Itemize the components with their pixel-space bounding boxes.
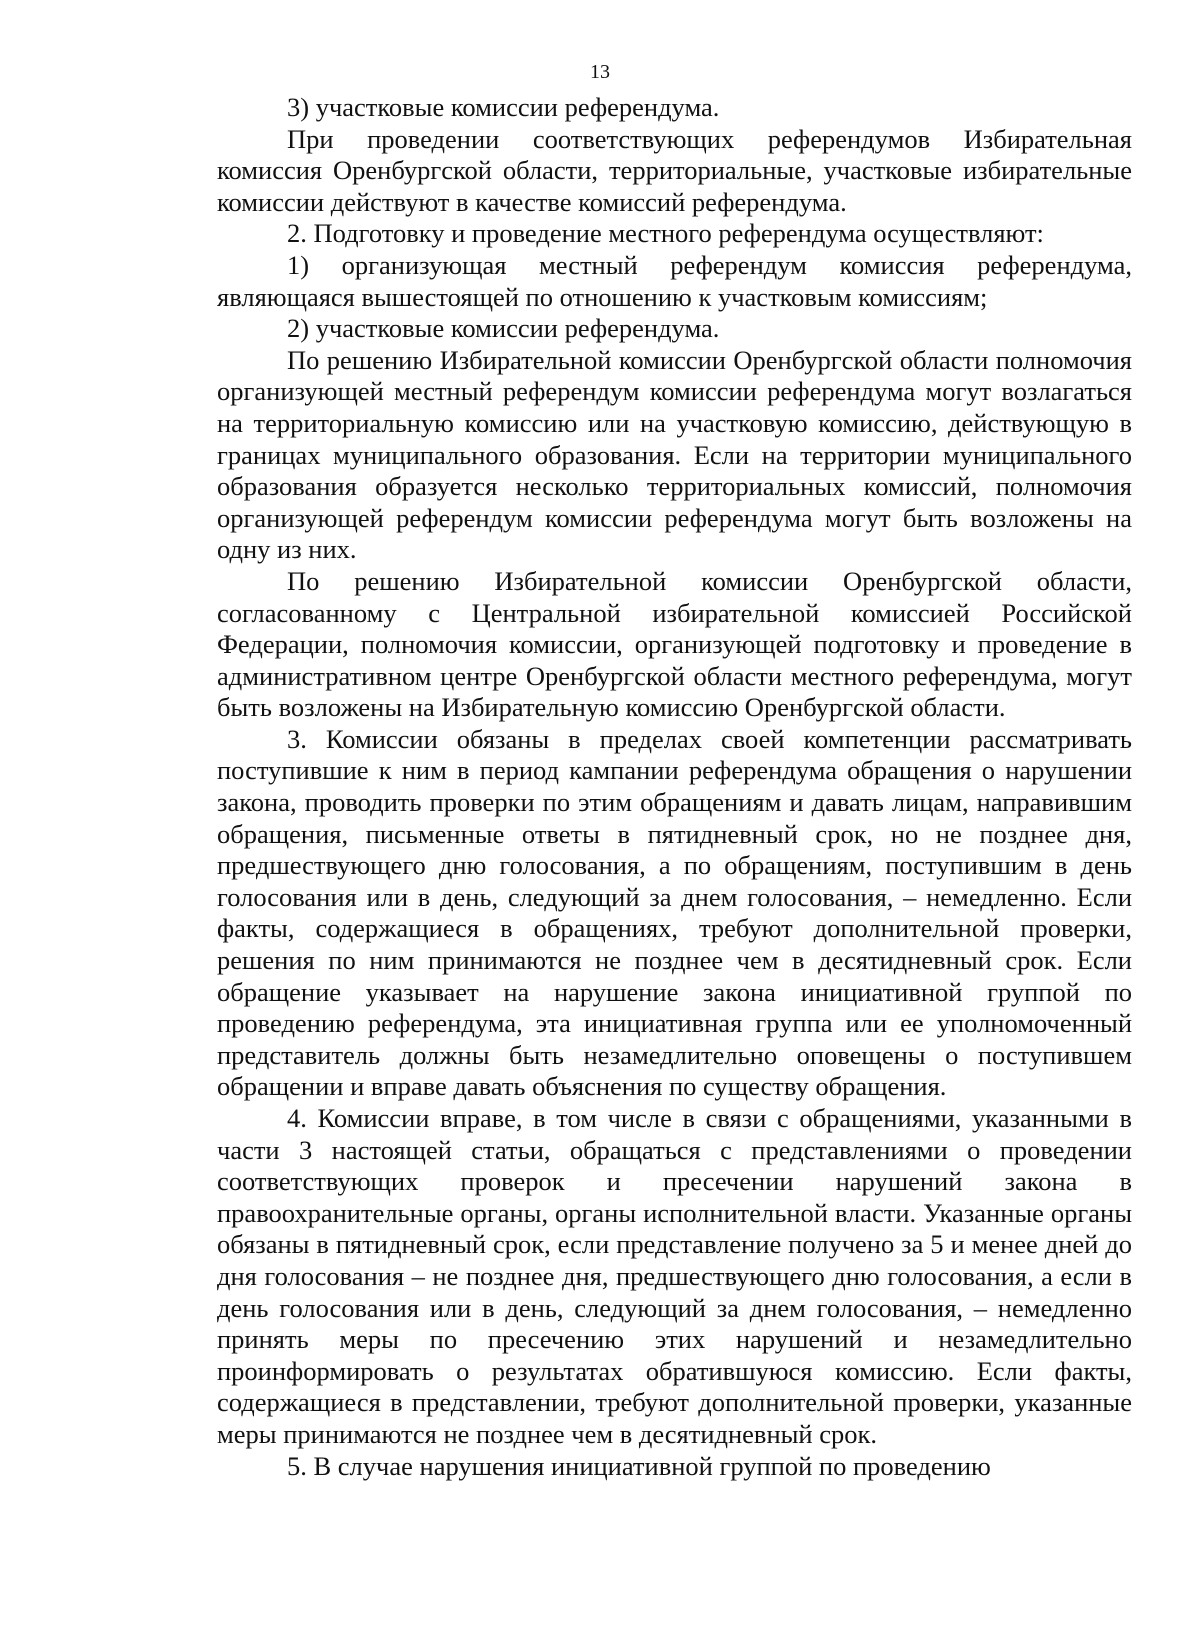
- paragraph: 1) организующая местный референдум комиссия референдума, являющаяся вышестоящей по отношению к участковым комиссиям;: [217, 249, 1132, 312]
- paragraph: По решению Избирательной комиссии Оренбургской области, согласованному с Центральной избирательной комиссией Российской Федерации, полномочия комиссии, организующей подготовку и проведение в административном центре Оренбургской области местного референдума, могут быть возложены на Избирательную комиссию Оренбургской области.: [217, 565, 1132, 723]
- paragraph: 4. Комиссии вправе, в том числе в связи с обращениями, указанными в части 3 настоящей статьи, обращаться с представлениями о проведении соответствующих проверок и пресечении нарушений закона в правоохранительные органы, органы исполнительной власти. Указанные органы обязаны в пятидневный срок, если представление получено за 5 и менее дней до дня голосования – не позднее дня, предшествующего дню голосования, а если в день голосования или в день, следующий за днем голосования, – немедленно принять меры по пресечению этих нарушений и незамедлительно проинформировать о результатах обратившуюся комиссию. Если факты, содержащиеся в представлении, требуют дополнительной проверки, указанные меры принимаются не позднее чем в десятидневный срок.: [217, 1103, 1132, 1449]
- paragraph: 3) участковые комиссии референдума.: [287, 92, 720, 122]
- paragraph: 2. Подготовку и проведение местного референдума осуществляют:: [287, 218, 1044, 249]
- paragraph: По решению Избирательной комиссии Оренбургской области полномочия организующей местный референдум комиссии референдума могут возлагаться на территориальную комиссию или на участковую комиссию, действующую в границах муниципального образования. Если на территории муниципального образования образуется несколько территориальных комиссий, полномочия организующей референдум комиссии референдума могут быть возложены на одну из них.: [217, 344, 1132, 565]
- paragraph: 3. Комиссии обязаны в пределах своей компетенции рассматривать поступившие к ним в период кампании референдума обращения о нарушении закона, проводить проверки по этим обращениям и давать лицам, направившим обращения, письменные ответы в пятидневный срок, но не позднее дня, предшествующего дню голосования, а по обращениям, поступившим в день голосования или в день, следующий за днем голосования, – немедленно. Если факты, содержащиеся в обращениях, требуют дополнительной проверки, решения по ним принимаются не позднее чем в десятидневный срок. Если обращение указывает на нарушение закона инициативной группой по проведению референдума, эта инициативная группа или ее уполномоченный представитель должны быть незамедлительно оповещены о поступившем обращении и вправе давать объяснения по существу обращения.: [217, 723, 1132, 1102]
- document-body: [217, 92, 1132, 1482]
- paragraph: При проведении соответствующих референдумов Избирательная комиссия Оренбургской области, территориальные, участковые избирательные комиссии действуют в качестве комиссий референдума.: [217, 123, 1132, 217]
- page-number: 13: [590, 61, 610, 83]
- paragraph: 5. В случае нарушения инициативной группой по проведению: [287, 1450, 991, 1481]
- paragraph: 2) участковые комиссии референдума.: [287, 313, 720, 344]
